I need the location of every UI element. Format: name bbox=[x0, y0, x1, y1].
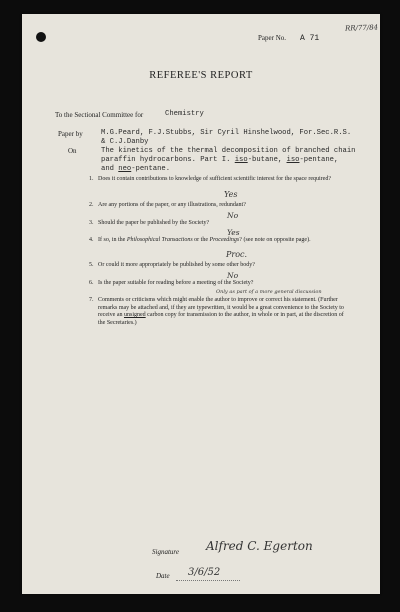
paper-number bbox=[258, 34, 319, 43]
signature-value: Alfred C. Egerton bbox=[206, 539, 313, 553]
on-label: On bbox=[68, 147, 77, 155]
date-line bbox=[176, 580, 240, 581]
signature-label: Signature bbox=[152, 548, 179, 556]
answer-3: Yes bbox=[227, 228, 240, 237]
answer-1: Yes bbox=[224, 190, 238, 199]
paper-no-value: A 71 bbox=[300, 34, 320, 43]
punch-hole bbox=[36, 32, 46, 42]
subject-line-3: and neo-pentane. bbox=[101, 165, 171, 173]
answer-5: No bbox=[227, 271, 239, 280]
authors-line-2: & C.J.Danby bbox=[101, 138, 149, 146]
committee-value: Chemistry bbox=[165, 110, 204, 118]
authors-line-1: M.G.Peard, F.J.Stubbs, Sir Cyril Hinshelwood, For.Sec.R.S. bbox=[101, 129, 352, 137]
answer-2: No bbox=[227, 211, 239, 220]
date-value: 3/6/52 bbox=[188, 567, 221, 578]
subject-line-2: paraffin hydrocarbons. Part I. iso-butane, iso-pentane, bbox=[101, 156, 339, 164]
committee-label: To the Sectional Committee for bbox=[55, 111, 144, 119]
page-title: REFEREE'S REPORT bbox=[149, 70, 253, 81]
archive-reference: RR/77/84 bbox=[344, 23, 379, 33]
answer-4: Proc. bbox=[226, 250, 248, 259]
paper-no-label: Paper No. bbox=[258, 34, 286, 42]
answer-6: Only as part of a more general discussion bbox=[216, 289, 322, 295]
report-sheet: RR/77/84 Paper No. A 71 REFEREE'S REPORT To the Sectional Committee for Chemistry Paper by M.G.Peard, F.J.Stubbs, Sir Cyril Hinshelwood, For.Sec.R.S. & C.J.Danby On The kinetics of the thermal decomposition of branched chain paraffin hydrocarbons. Part I. iso-butane, iso-pentane, and neo-pentane. 1. Does it contain contributions to knowledge of sufficient scientific interest for the space required? Yes 2. Are any portions of the paper, or any illustrations, redundant? No 3. Should the paper be published by the Society? Yes 4. If so, in the Philosophical Transactions or the Proceedings? (see note on opposite page). Proc. 5. Or could it more appropriately be published by some other body? No 6. Is the paper suitable for reading before a meeting of the Society? Only as part of a more general discussion 7. Comments or criticisms which might enable the author to improve or correct his statement. (Further remarks may be attached and, if they are typewritten, it would be a great convenience to the Society to receive an unsigned carbon copy for transmission to the author, in whole or in part, at the discretion of the Secretaries.) Signature Alfred C. Egerton Date 3/6/52 bbox=[22, 14, 380, 594]
subject-line-1: The kinetics of the thermal decomposition of branched chain bbox=[101, 147, 356, 155]
paper-by-label: Paper by bbox=[58, 130, 83, 138]
date-label: Date bbox=[156, 572, 170, 580]
